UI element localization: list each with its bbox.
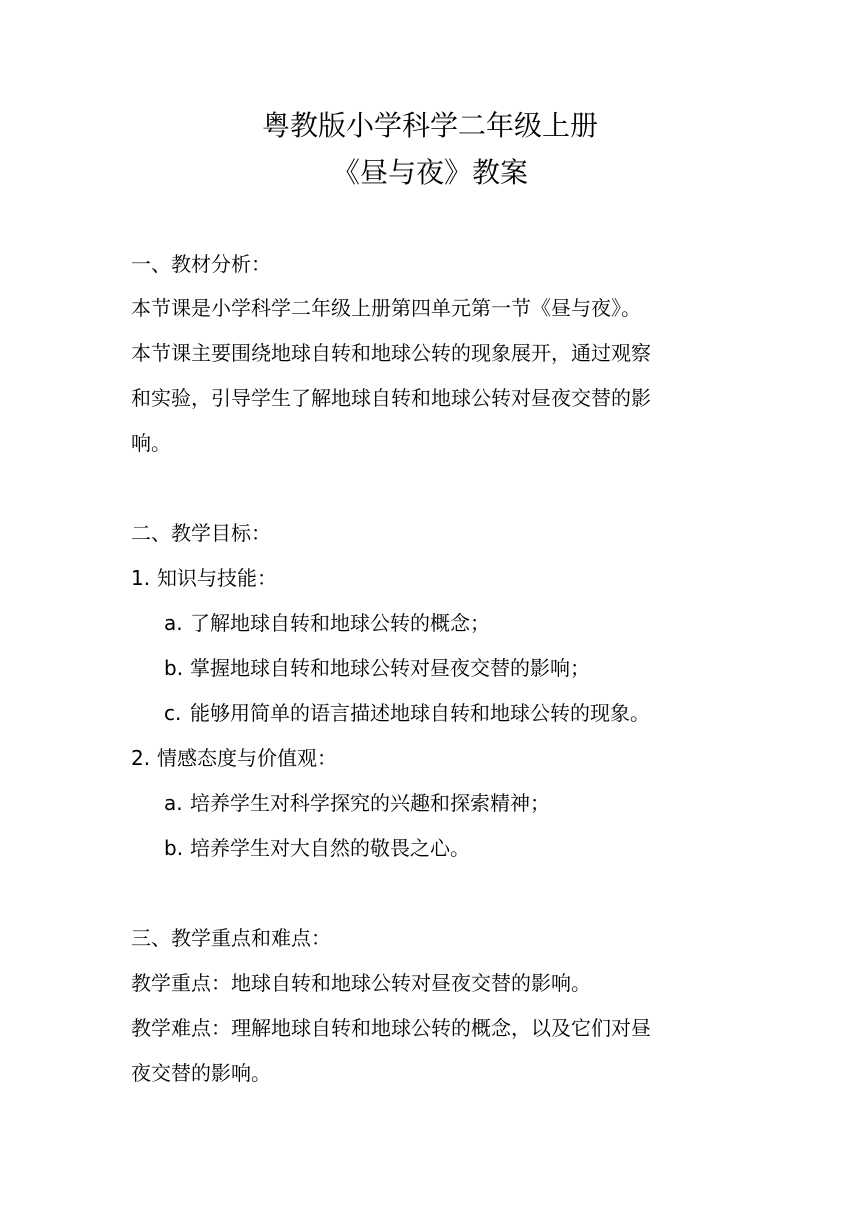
goal-2 xyxy=(131,744,337,772)
goal-label: 情感态度与价值观： xyxy=(157,746,337,770)
item-text: 掌握地球自转和地球公转对昼夜交替的影响； xyxy=(190,656,590,680)
section1-paragraph-line: 本节课主要围绕地球自转和地球公转的现象展开，通过观察 xyxy=(131,341,651,365)
document-title: 粤教版小学科学二年级上册 xyxy=(261,109,598,142)
section3-heading: 三、教学重点和难点： xyxy=(131,926,331,950)
goal-number: 2. xyxy=(131,746,151,770)
item-marker: b. xyxy=(164,656,184,680)
item-marker: b. xyxy=(164,836,184,860)
item-marker: a. xyxy=(164,611,183,635)
document-subtitle: 《昼与夜》教案 xyxy=(331,156,528,189)
difficulty-line: 夜交替的影响。 xyxy=(131,1061,271,1085)
goal-item xyxy=(164,834,470,862)
section1-paragraph-line: 和实验，引导学生了解地球自转和地球公转对昼夜交替的影 xyxy=(131,386,651,410)
section1-paragraph-line: 本节课是小学科学二年级上册第四单元第一节《昼与夜》。 xyxy=(131,296,641,320)
goal-label: 知识与技能： xyxy=(157,566,277,590)
item-text: 培养学生对科学探究的兴趣和探索精神； xyxy=(190,791,550,815)
goal-item xyxy=(164,609,490,637)
item-text: 培养学生对大自然的敬畏之心。 xyxy=(190,836,470,860)
goal-1 xyxy=(131,564,277,592)
item-text: 了解地球自转和地球公转的概念； xyxy=(190,611,490,635)
goal-number: 1. xyxy=(131,566,151,590)
item-marker: a. xyxy=(164,791,183,815)
section1-heading: 一、教材分析： xyxy=(131,252,271,276)
item-text: 能够用简单的语言描述地球自转和地球公转的现象。 xyxy=(190,701,650,725)
section2-heading: 二、教学目标： xyxy=(131,521,271,545)
section1-paragraph-line: 响。 xyxy=(131,431,171,455)
item-marker: c. xyxy=(164,701,182,725)
difficulty-line: 教学难点：理解地球自转和地球公转的概念，以及它们对昼 xyxy=(131,1016,651,1040)
goal-item xyxy=(164,654,590,682)
goal-item xyxy=(164,699,650,727)
goal-item xyxy=(164,789,550,817)
key-point: 教学重点：地球自转和地球公转对昼夜交替的影响。 xyxy=(131,971,591,995)
